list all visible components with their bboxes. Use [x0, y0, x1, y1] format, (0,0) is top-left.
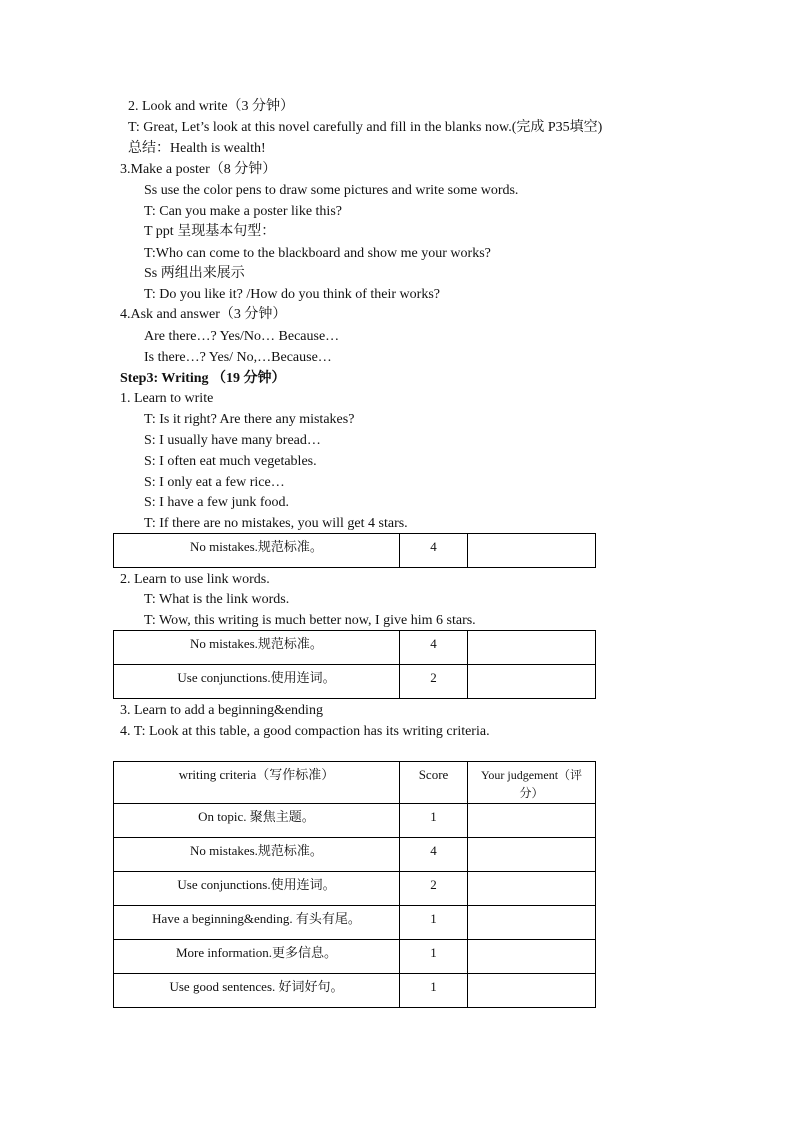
judgement-cell: [468, 631, 596, 665]
judgement-cell: [468, 665, 596, 699]
teacher-line: T:Who can come to the blackboard and show me your works?: [144, 246, 491, 261]
table-row: [114, 872, 596, 906]
numbered-item: 2. Learn to use link words.: [120, 572, 270, 587]
criterion-cell: Use conjunctions.使用连词。: [114, 665, 400, 699]
score-cell: 4: [400, 838, 468, 872]
teacher-line: T: Is it right? Are there any mistakes?: [144, 412, 355, 427]
teacher-line: T: Wow, this writing is much better now, I give him 6 stars.: [144, 613, 476, 628]
score-cell: 1: [400, 940, 468, 974]
student-line: S: I often eat much vegetables.: [144, 454, 317, 469]
numbered-item: 3. Learn to add a beginning&ending: [120, 703, 323, 718]
judgement-cell: [468, 906, 596, 940]
teacher-line: T: Do you like it? /How do you think of their works?: [144, 287, 440, 302]
score-cell: 2: [400, 665, 468, 699]
teacher-line: T: What is the link words.: [144, 592, 290, 607]
numbered-item: 1. Learn to write: [120, 391, 214, 406]
table-row: [114, 665, 596, 699]
pattern-line: Is there…? Yes/ No,…Because…: [144, 350, 332, 365]
judgement-cell: [468, 872, 596, 906]
table-row: [114, 534, 596, 568]
teacher-line: T ppt 呈现基本句型：: [144, 224, 276, 239]
student-line: S: I only eat a few rice…: [144, 475, 285, 490]
judgement-cell: [468, 838, 596, 872]
criterion-cell: No mistakes.规范标准。: [114, 838, 400, 872]
criterion-cell: No mistakes.规范标准。: [114, 534, 400, 568]
students-line: Ss use the color pens to draw some pictures and write some words.: [144, 183, 519, 198]
teacher-line: T: If there are no mistakes, you will get 4 stars.: [144, 516, 408, 531]
judgement-cell: [468, 534, 596, 568]
criterion-cell: Use good sentences. 好词好句。: [114, 974, 400, 1008]
score-cell: 1: [400, 906, 468, 940]
step-4-heading: 4.Ask and answer（3 分钟）: [120, 307, 287, 322]
score-header: Score: [400, 762, 468, 804]
judgement-header: Your judgement（评分）: [468, 762, 596, 804]
criterion-cell: No mistakes.规范标准。: [114, 631, 400, 665]
score-cell: 4: [400, 534, 468, 568]
criterion-cell: More information.更多信息。: [114, 940, 400, 974]
student-line: S: I have a few junk food.: [144, 495, 290, 510]
summary-line: 总结：Health is wealth!: [128, 141, 266, 156]
score-cell: 1: [400, 804, 468, 838]
table-header-row: [114, 762, 596, 804]
table-row: [114, 906, 596, 940]
score-cell: 4: [400, 631, 468, 665]
score-cell: 2: [400, 872, 468, 906]
table-row: [114, 631, 596, 665]
teacher-line: T: Great, Let’s look at this novel carefully and fill in the blanks now.(完成 P35填空): [128, 120, 603, 135]
pattern-line: Are there…? Yes/No… Because…: [144, 329, 340, 344]
criterion-cell: On topic. 聚焦主题。: [114, 804, 400, 838]
step-2-heading: 2. Look and write（3 分钟）: [128, 99, 295, 114]
criterion-cell: Have a beginning&ending. 有头有尾。: [114, 906, 400, 940]
criterion-cell: Use conjunctions.使用连词。: [114, 872, 400, 906]
table-row: [114, 838, 596, 872]
judgement-cell: [468, 974, 596, 1008]
table-row: [114, 974, 596, 1008]
table-row: [114, 804, 596, 838]
writing-criteria-table: [113, 761, 596, 1008]
numbered-item: 4. T: Look at this table, a good compaction has its writing criteria.: [120, 724, 490, 739]
judgement-cell: [468, 804, 596, 838]
teacher-line: T: Can you make a poster like this?: [144, 204, 342, 219]
student-line: S: I usually have many bread…: [144, 433, 321, 448]
table-row: [114, 940, 596, 974]
writing-section-heading: Step3: Writing （19 分钟）: [120, 371, 286, 386]
criteria-table-2: [113, 630, 596, 699]
criteria-header: writing criteria（写作标准）: [114, 762, 400, 804]
criteria-table-1: [113, 533, 596, 568]
judgement-cell: [468, 940, 596, 974]
students-line: Ss 两组出来展示: [144, 266, 245, 281]
step-3-heading: 3.Make a poster（8 分钟）: [120, 162, 277, 177]
score-cell: 1: [400, 974, 468, 1008]
